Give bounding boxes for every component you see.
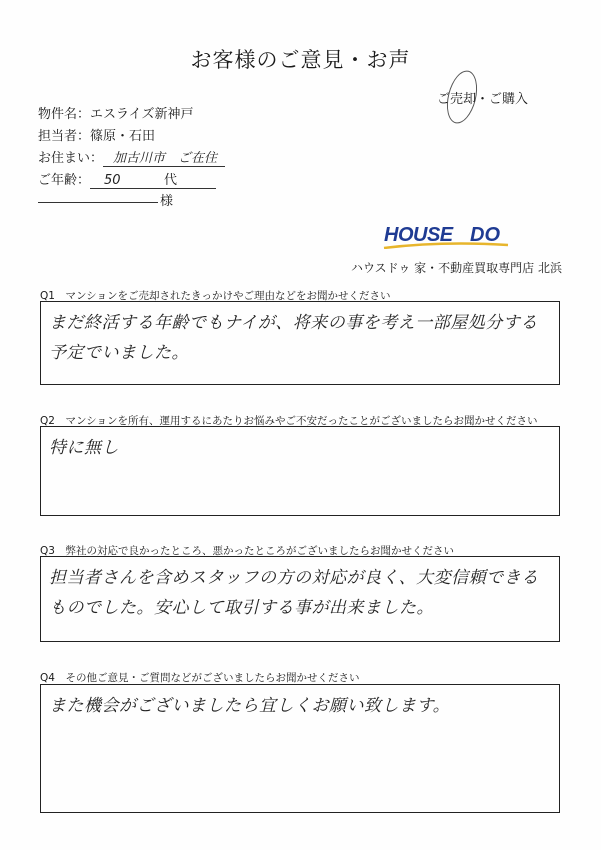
q1-label: Q1 マンションをご売却されたきっかけやご理由などをお聞かせください — [40, 290, 391, 302]
q2-answer-box — [40, 426, 560, 516]
address-row — [38, 147, 225, 167]
staff-row — [38, 125, 155, 144]
q2-label: Q2 マンションを所有、運用するにあたりお悩みやご不安だったことがございましたらお聞かせください — [40, 415, 538, 427]
address-value: 加古川市 ご在住 — [103, 147, 225, 167]
age-value: 50 — [104, 173, 121, 188]
property-value: エスライズ新神戸 — [90, 107, 194, 122]
q4-answer: また機会がございましたら宜しくお願い致します。 — [49, 696, 451, 716]
transaction-type-label: ご売却・ご購入 — [437, 92, 529, 107]
name-suffix: 様 — [160, 194, 174, 209]
logo-text-do: DO — [470, 224, 500, 246]
age-row — [38, 169, 216, 189]
name-underline — [38, 202, 158, 203]
page-title: お客様のご意見・お声 — [190, 48, 411, 72]
q4-answer-box — [40, 684, 560, 813]
q3-answer: 担当者さんを含めスタッフの方の対応が良く、大変信頼できるものでした。安心して取引する事が出来ました。 — [49, 568, 539, 618]
q2-answer: 特に無し — [49, 438, 119, 458]
address-label: お住まい： — [38, 151, 104, 166]
store-name: ハウスドゥ 家・不動産買取専門店 北浜 — [351, 261, 562, 275]
property-row — [38, 103, 194, 122]
q4-label: Q4 その他ご意見・ご質問などがございましたらお聞かせください — [40, 672, 360, 684]
q3-answer-box — [40, 556, 560, 642]
q3-label: Q3 弊社の対応で良かったところ、悪かったところがございましたらお聞かせください — [40, 545, 454, 557]
q1-answer: まだ終活する年齢でもナイが、将来の事を考え一部屋処分する予定でいました。 — [49, 313, 538, 363]
property-label: 物件名： — [38, 107, 91, 122]
logo-text-house: HOUSE — [384, 224, 453, 246]
staff-label: 担当者： — [38, 129, 91, 144]
staff-value: 篠原・石田 — [90, 129, 156, 144]
q1-answer-box — [40, 301, 560, 385]
age-label: ご年齢： — [38, 173, 91, 188]
housedo-logo — [382, 221, 510, 249]
age-unit: 代 — [164, 173, 178, 188]
